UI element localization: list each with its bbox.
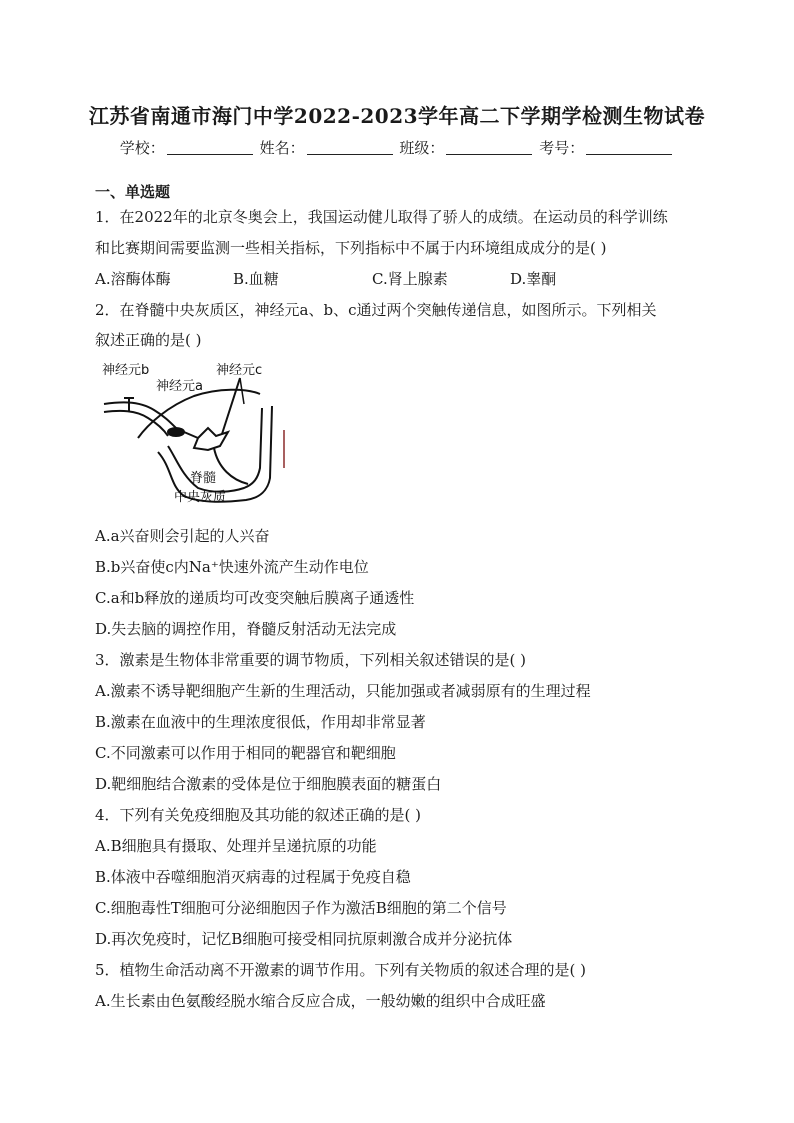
q1-stem-line2: 和比赛期间需要监测一些相关指标，下列指标中不属于内环境组成成分的是( ): [95, 239, 607, 257]
neuron-b-structure: [104, 398, 176, 436]
exam-title: 江苏省南通市海门中学2022-2023学年高二下学期学检测生物试卷: [88, 104, 706, 128]
q5-stem: 5．植物生命活动离不开激素的调节作用。下列有关物质的叙述合理的是( ): [95, 961, 587, 979]
label-spinal-cord: 脊髓: [190, 471, 217, 486]
q1-stem-line1: 1．在2022年的北京冬奥会上，我国运动健儿取得了骄人的成绩。在运动员的科学训练: [95, 208, 668, 226]
spinal-cord-neuron-figure: [98, 358, 288, 508]
section-heading: 一、单选题: [95, 183, 171, 201]
q2-option-a: A.a兴奋则会引起的人兴奋: [95, 527, 270, 545]
q1-option-c: C.肾上腺素: [372, 270, 448, 288]
q2-stem-line2: 叙述正确的是( ): [95, 331, 202, 349]
neuron-diagram: [98, 358, 288, 508]
q3-option-c: C.不同激素可以作用于相同的靶器官和靶细胞: [95, 744, 396, 762]
q2-option-c: C.a和b释放的递质均可改变突触后膜离子通透性: [95, 589, 415, 607]
q2-option-d: D.失去脑的调控作用，脊髓反射活动无法完成: [95, 620, 397, 638]
q4-option-d: D.再次免疫时，记忆B细胞可接受相同抗原刺激合成并分泌抗体: [95, 930, 513, 948]
name-label: 姓名：: [259, 139, 305, 157]
exam-number-blank: [586, 140, 672, 155]
label-central-gray: 中央灰质: [174, 490, 227, 505]
q1-option-d: D.睾酮: [510, 270, 557, 288]
q1-option-b: B.血糖: [233, 270, 279, 288]
q3-option-a: A.激素不诱导靶细胞产生新的生理活动，只能加强或者减弱原有的生理过程: [95, 682, 591, 700]
q2-stem-line1: 2．在脊髓中央灰质区，神经元a、b、c通过两个突触传递信息，如图所示。下列相关: [95, 301, 657, 319]
name-blank: [307, 140, 393, 155]
neuron-a-structure: [168, 428, 198, 438]
q3-stem: 3．激素是生物体非常重要的调节物质，下列相关叙述错误的是( ): [95, 651, 527, 669]
q2-option-b: B.b兴奋使c内Na⁺快速外流产生动作电位: [95, 558, 369, 576]
class-label: 班级：: [399, 139, 445, 157]
school-label: 学校：: [119, 139, 165, 157]
student-info-row: [0, 137, 794, 158]
label-neuron-b: 神经元b: [102, 363, 150, 378]
q4-option-b: B.体液中吞噬细胞消灭病毒的过程属于免疫自稳: [95, 868, 411, 886]
label-neuron-a: 神经元a: [156, 379, 203, 394]
class-blank: [446, 140, 532, 155]
q3-option-d: D.靶细胞结合激素的受体是位于细胞膜表面的糖蛋白: [95, 775, 442, 793]
q5-option-a: A.生长素由色氨酸经脱水缩合反应合成，一般幼嫩的组织中合成旺盛: [95, 992, 546, 1010]
q4-stem: 4．下列有关免疫细胞及其功能的叙述正确的是( ): [95, 806, 422, 824]
q1-option-a: A.溶酶体酶: [95, 270, 171, 288]
q4-option-a: A.B细胞具有摄取、处理并呈递抗原的功能: [95, 837, 377, 855]
school-blank: [167, 140, 253, 155]
q4-option-c: C.细胞毒性T细胞可分泌细胞因子作为激活B细胞的第二个信号: [95, 899, 507, 917]
q3-option-b: B.激素在血液中的生理浓度很低，作用却非常显著: [95, 713, 426, 731]
label-neuron-c: 神经元c: [216, 363, 263, 378]
exam-number-label: 考号：: [539, 139, 585, 157]
